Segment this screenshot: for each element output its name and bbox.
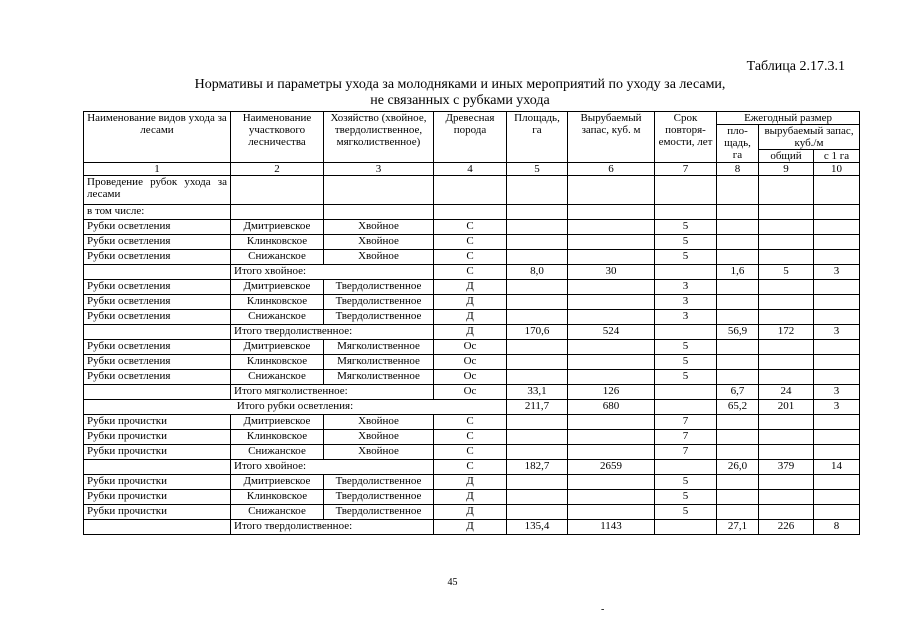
- total-period: [655, 385, 717, 400]
- cell-annual-per-ha: [814, 250, 860, 265]
- total-area: 170,6: [507, 325, 568, 340]
- cell-empty: [84, 265, 231, 280]
- cell-annual-area: [717, 280, 759, 295]
- total-area: 135,4: [507, 520, 568, 535]
- cell-annual-per-ha: [814, 235, 860, 250]
- total-area: 33,1: [507, 385, 568, 400]
- cell-annual-area: [717, 340, 759, 355]
- total-volume: 30: [568, 265, 655, 280]
- table-row: [84, 475, 860, 490]
- cell-annual-per-ha: [814, 355, 860, 370]
- total-annual-per-ha: 3: [814, 325, 860, 340]
- table-row: [84, 220, 860, 235]
- cell-farm: Хвойное: [324, 250, 434, 265]
- total-period: [655, 460, 717, 475]
- total-area: 8,0: [507, 265, 568, 280]
- cell-kind: Рубки осветления: [84, 295, 231, 310]
- cell-annual-area: [717, 475, 759, 490]
- stray-mark: -: [601, 604, 605, 615]
- total-area: 182,7: [507, 460, 568, 475]
- table-row: [84, 430, 860, 445]
- cell-volume: [568, 415, 655, 430]
- column-number: 8: [717, 163, 759, 176]
- cell-period: 5: [655, 505, 717, 520]
- table-row: [84, 340, 860, 355]
- cell-annual-total: [759, 250, 814, 265]
- cell-annual-per-ha: [814, 310, 860, 325]
- cell-volume: [568, 355, 655, 370]
- total-row: [84, 265, 860, 280]
- cell-annual-per-ha: [814, 415, 860, 430]
- total-species: С: [434, 265, 507, 280]
- cell-area: [507, 430, 568, 445]
- cell-annual-total: [759, 310, 814, 325]
- cell-species: Ос: [434, 355, 507, 370]
- total-annual-per-ha: 3: [814, 265, 860, 280]
- header-annual: Ежегодный размер: [717, 112, 860, 125]
- total-annual-total: 24: [759, 385, 814, 400]
- total-period: [655, 400, 717, 415]
- cell-farm: Твердолиственное: [324, 490, 434, 505]
- table-row: [84, 505, 860, 520]
- norms-table: [83, 111, 860, 535]
- cell-volume: [568, 505, 655, 520]
- cell-farm: Хвойное: [324, 220, 434, 235]
- cell-forestry: Снижанское: [231, 250, 324, 265]
- column-numbers-row: [84, 163, 860, 176]
- table-row: [84, 280, 860, 295]
- cell-period: 3: [655, 310, 717, 325]
- total-annual-per-ha: 8: [814, 520, 860, 535]
- column-number: 6: [568, 163, 655, 176]
- cell-period: 5: [655, 235, 717, 250]
- cell-farm: Твердолиственное: [324, 505, 434, 520]
- cell-volume: [568, 370, 655, 385]
- cell-area: [507, 445, 568, 460]
- total-row: [84, 400, 860, 415]
- total-label: Итого твердолиственное:: [231, 325, 434, 340]
- cell-annual-per-ha: [814, 445, 860, 460]
- column-number: 2: [231, 163, 324, 176]
- total-row: [84, 385, 860, 400]
- cell-kind: Рубки осветления: [84, 220, 231, 235]
- total-species: Ос: [434, 385, 507, 400]
- cell-period: 7: [655, 430, 717, 445]
- total-row: [84, 460, 860, 475]
- cell-area: [507, 280, 568, 295]
- cell-area: [507, 295, 568, 310]
- cell-annual-total: [759, 235, 814, 250]
- cell-kind: Рубки осветления: [84, 355, 231, 370]
- cell-kind: Рубки осветления: [84, 280, 231, 295]
- cell-farm: Твердолиственное: [324, 295, 434, 310]
- cell-annual-area: [717, 235, 759, 250]
- total-label: Итого мягколиственное:: [231, 385, 434, 400]
- cell-kind: Рубки осветления: [84, 235, 231, 250]
- cell-species: С: [434, 445, 507, 460]
- cell-forestry: Клинковское: [231, 355, 324, 370]
- cell-annual-total: [759, 490, 814, 505]
- total-annual-total: 379: [759, 460, 814, 475]
- table-row: [84, 295, 860, 310]
- cell-forestry: Клинковское: [231, 295, 324, 310]
- cell-area: [507, 490, 568, 505]
- cell-farm: Твердолиственное: [324, 475, 434, 490]
- cell-annual-area: [717, 445, 759, 460]
- cell-annual-total: [759, 430, 814, 445]
- cell-species: Ос: [434, 340, 507, 355]
- cell-forestry: Клинковское: [231, 235, 324, 250]
- total-row: [84, 520, 860, 535]
- cell-farm: Твердолиственное: [324, 310, 434, 325]
- total-annual-area: 56,9: [717, 325, 759, 340]
- cell-annual-area: [717, 490, 759, 505]
- table-row: [84, 355, 860, 370]
- section-title: Проведение рубок ухода за лесами: [84, 176, 231, 205]
- cell-species: Ос: [434, 370, 507, 385]
- cell-annual-area: [717, 295, 759, 310]
- cell-period: 3: [655, 280, 717, 295]
- cell-empty: [84, 520, 231, 535]
- document-title: [110, 77, 810, 109]
- cell-period: 3: [655, 295, 717, 310]
- cell-empty: [84, 325, 231, 340]
- header-species: Древесная порода: [434, 112, 507, 163]
- cell-forestry: Дмитриевское: [231, 340, 324, 355]
- cell-area: [507, 475, 568, 490]
- cell-species: С: [434, 415, 507, 430]
- cell-period: 5: [655, 220, 717, 235]
- cell-species: Д: [434, 505, 507, 520]
- cell-annual-total: [759, 295, 814, 310]
- cell-volume: [568, 235, 655, 250]
- total-volume: 126: [568, 385, 655, 400]
- total-annual-area: 65,2: [717, 400, 759, 415]
- table-body: [84, 176, 860, 535]
- cell-species: С: [434, 235, 507, 250]
- cell-empty: [84, 460, 231, 475]
- column-number: 5: [507, 163, 568, 176]
- header-removed: вырубаемый запас, куб./м: [759, 125, 860, 150]
- cell-annual-per-ha: [814, 430, 860, 445]
- cell-period: 5: [655, 490, 717, 505]
- total-period: [655, 520, 717, 535]
- cell-kind: Рубки осветления: [84, 340, 231, 355]
- table-row: [84, 310, 860, 325]
- total-annual-area: 1,6: [717, 265, 759, 280]
- cell-annual-total: [759, 505, 814, 520]
- cell-period: 5: [655, 370, 717, 385]
- header-forestry: Наименование участкового лесничества: [231, 112, 324, 163]
- cell-forestry: Дмитриевское: [231, 280, 324, 295]
- cell-area: [507, 370, 568, 385]
- cell-annual-area: [717, 220, 759, 235]
- cell-forestry: Дмитриевское: [231, 415, 324, 430]
- cell-farm: Мягколиственное: [324, 355, 434, 370]
- cell-volume: [568, 220, 655, 235]
- cell-area: [507, 355, 568, 370]
- cell-area: [507, 235, 568, 250]
- cell-annual-total: [759, 415, 814, 430]
- cell-area: [507, 505, 568, 520]
- total-annual-area: 26,0: [717, 460, 759, 475]
- cell-period: 7: [655, 445, 717, 460]
- page-number: 45: [447, 577, 458, 588]
- cell-volume: [568, 475, 655, 490]
- cell-annual-per-ha: [814, 505, 860, 520]
- cell-species: Д: [434, 295, 507, 310]
- cell-annual-total: [759, 355, 814, 370]
- cell-volume: [568, 280, 655, 295]
- table-row: [84, 235, 860, 250]
- header-farm: Хозяйство (хвойное, твердолиственное, мягколиственное): [324, 112, 434, 163]
- cell-empty: [84, 385, 231, 400]
- cell-annual-area: [717, 505, 759, 520]
- cell-period: 5: [655, 355, 717, 370]
- total-annual-per-ha: 3: [814, 400, 860, 415]
- cell-annual-total: [759, 220, 814, 235]
- total-label: Итого хвойное:: [231, 265, 434, 280]
- cell-farm: Мягколиственное: [324, 370, 434, 385]
- cell-kind: Рубки осветления: [84, 250, 231, 265]
- cell-forestry: Снижанское: [231, 370, 324, 385]
- total-annual-total: 226: [759, 520, 814, 535]
- cell-area: [507, 250, 568, 265]
- cell-annual-per-ha: [814, 295, 860, 310]
- cell-species: Д: [434, 310, 507, 325]
- column-number: 3: [324, 163, 434, 176]
- cell-kind: Рубки осветления: [84, 370, 231, 385]
- cell-area: [507, 340, 568, 355]
- total-annual-area: 27,1: [717, 520, 759, 535]
- cell-area: [507, 220, 568, 235]
- cell-farm: Хвойное: [324, 445, 434, 460]
- column-number: 9: [759, 163, 814, 176]
- cell-area: [507, 310, 568, 325]
- cell-volume: [568, 250, 655, 265]
- total-period: [655, 265, 717, 280]
- header-area: Площадь, га: [507, 112, 568, 163]
- total-volume: 680: [568, 400, 655, 415]
- cell-farm: Мягколиственное: [324, 340, 434, 355]
- cell-period: 7: [655, 415, 717, 430]
- cell-kind: Рубки прочистки: [84, 505, 231, 520]
- header-kind: Наименование видов ухода за лесами: [84, 112, 231, 163]
- column-number: 10: [814, 163, 860, 176]
- header-annual-total: общий: [759, 150, 814, 163]
- cell-period: 5: [655, 475, 717, 490]
- cell-annual-per-ha: [814, 490, 860, 505]
- table-row: [84, 370, 860, 385]
- total-label: Итого хвойное:: [231, 460, 434, 475]
- total-annual-per-ha: 3: [814, 385, 860, 400]
- cell-kind: Рубки прочистки: [84, 445, 231, 460]
- cell-annual-total: [759, 340, 814, 355]
- total-volume: 1143: [568, 520, 655, 535]
- column-number: 7: [655, 163, 717, 176]
- cell-species: С: [434, 430, 507, 445]
- cell-annual-total: [759, 280, 814, 295]
- total-label: Итого рубки осветления:: [84, 400, 507, 415]
- cell-annual-total: [759, 445, 814, 460]
- header-period: Срок повторя-емости, лет: [655, 112, 717, 163]
- header-annual-per-ha: с 1 га: [814, 150, 860, 163]
- cell-period: 5: [655, 340, 717, 355]
- cell-volume: [568, 445, 655, 460]
- cell-forestry: Дмитриевское: [231, 475, 324, 490]
- column-number: 4: [434, 163, 507, 176]
- cell-period: 5: [655, 250, 717, 265]
- cell-species: С: [434, 220, 507, 235]
- cell-volume: [568, 295, 655, 310]
- cell-kind: Рубки осветления: [84, 310, 231, 325]
- section-title-row: [84, 176, 860, 205]
- cell-volume: [568, 340, 655, 355]
- cell-species: Д: [434, 475, 507, 490]
- total-annual-total: 201: [759, 400, 814, 415]
- cell-annual-per-ha: [814, 340, 860, 355]
- column-number: 1: [84, 163, 231, 176]
- cell-forestry: Снижанское: [231, 310, 324, 325]
- total-row: [84, 325, 860, 340]
- cell-annual-per-ha: [814, 475, 860, 490]
- cell-farm: Твердолиственное: [324, 280, 434, 295]
- total-species: Д: [434, 520, 507, 535]
- cell-annual-total: [759, 370, 814, 385]
- cell-forestry: Дмитриевское: [231, 220, 324, 235]
- table-row: [84, 250, 860, 265]
- total-annual-per-ha: 14: [814, 460, 860, 475]
- total-volume: 524: [568, 325, 655, 340]
- cell-area: [507, 415, 568, 430]
- cell-kind: Рубки прочистки: [84, 475, 231, 490]
- cell-annual-area: [717, 250, 759, 265]
- total-annual-area: 6,7: [717, 385, 759, 400]
- total-annual-total: 5: [759, 265, 814, 280]
- title-line-2: не связанных с рубками ухода: [370, 93, 550, 108]
- cell-annual-area: [717, 370, 759, 385]
- cell-annual-area: [717, 310, 759, 325]
- cell-forestry: Снижанское: [231, 445, 324, 460]
- cell-forestry: Снижанское: [231, 505, 324, 520]
- cell-species: С: [434, 250, 507, 265]
- total-species: Д: [434, 325, 507, 340]
- cell-kind: Рубки прочистки: [84, 430, 231, 445]
- total-area: 211,7: [507, 400, 568, 415]
- cell-farm: Хвойное: [324, 430, 434, 445]
- cell-farm: Хвойное: [324, 235, 434, 250]
- total-annual-total: 172: [759, 325, 814, 340]
- total-volume: 2659: [568, 460, 655, 475]
- table-header: [84, 112, 860, 176]
- table-label: Таблица 2.17.3.1: [746, 59, 845, 74]
- cell-species: Д: [434, 280, 507, 295]
- cell-annual-per-ha: [814, 280, 860, 295]
- total-period: [655, 325, 717, 340]
- cell-species: Д: [434, 490, 507, 505]
- cell-annual-area: [717, 355, 759, 370]
- table-row: [84, 415, 860, 430]
- cell-farm: Хвойное: [324, 415, 434, 430]
- header-annual-area: пло-щадь, га: [717, 125, 759, 163]
- header-volume: Вырубаемый запас, куб. м: [568, 112, 655, 163]
- cell-volume: [568, 490, 655, 505]
- cell-annual-total: [759, 475, 814, 490]
- cell-volume: [568, 430, 655, 445]
- table-row: [84, 490, 860, 505]
- including-row: [84, 205, 860, 220]
- title-line-1: Нормативы и параметры ухода за молодняками и иных мероприятий по уходу за лесами,: [194, 77, 726, 92]
- cell-volume: [568, 310, 655, 325]
- cell-annual-per-ha: [814, 370, 860, 385]
- cell-forestry: Клинковское: [231, 490, 324, 505]
- total-label: Итого твердолиственное:: [231, 520, 434, 535]
- table-row: [84, 445, 860, 460]
- cell-annual-area: [717, 430, 759, 445]
- cell-annual-per-ha: [814, 220, 860, 235]
- including-label: в том числе:: [84, 205, 231, 220]
- cell-kind: Рубки прочистки: [84, 490, 231, 505]
- total-species: С: [434, 460, 507, 475]
- cell-annual-area: [717, 415, 759, 430]
- cell-kind: Рубки прочистки: [84, 415, 231, 430]
- cell-forestry: Клинковское: [231, 430, 324, 445]
